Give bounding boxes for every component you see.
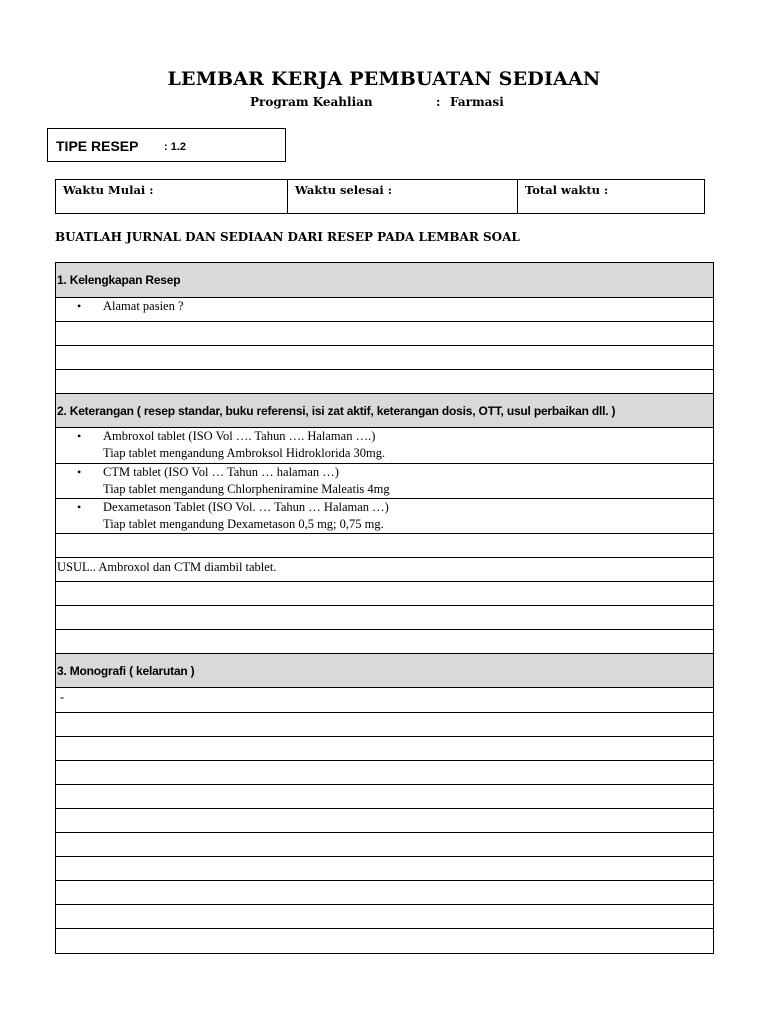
section2-item[interactable] (56, 428, 713, 464)
blank-row[interactable] (56, 534, 713, 558)
blank-row[interactable] (56, 929, 713, 953)
blank-row[interactable] (56, 737, 713, 761)
section1-heading: 1. Kelengkapan Resep (56, 263, 713, 298)
bullet-icon: • (77, 299, 82, 313)
monografi-row[interactable]: - (56, 688, 713, 713)
instruction-text: BUATLAH JURNAL DAN SEDIAAN DARI RESEP PADA LEMBAR SOAL (55, 230, 520, 244)
program-colon: : (436, 95, 441, 109)
item-detail: Tiap tablet mengandung Dexametason 0,5 mg; 0,75 mg. (103, 517, 384, 531)
blank-row[interactable] (56, 905, 713, 929)
blank-row[interactable] (56, 713, 713, 737)
tipe-resep-box (47, 128, 286, 162)
blank-row[interactable] (56, 857, 713, 881)
tipe-resep-label: TIPE RESEP (56, 138, 139, 154)
blank-row[interactable] (56, 761, 713, 785)
blank-row[interactable] (56, 606, 713, 630)
blank-row[interactable] (56, 809, 713, 833)
bullet-text: Alamat pasien ? (103, 299, 184, 313)
program-line (250, 95, 504, 109)
document-title: LEMBAR KERJA PEMBUATAN SEDIAAN (167, 68, 601, 90)
section2-item[interactable] (56, 464, 713, 499)
item-title: CTM tablet (ISO Vol … Tahun … halaman …) (103, 465, 339, 479)
blank-row[interactable] (56, 346, 713, 370)
blank-row[interactable] (56, 322, 713, 346)
waktu-mulai-cell[interactable]: Waktu Mulai : (56, 180, 288, 213)
bullet-icon: • (77, 500, 82, 514)
blank-row[interactable] (56, 370, 713, 394)
item-detail: Tiap tablet mengandung Chlorpheniramine Maleatis 4mg (103, 482, 390, 496)
total-waktu-cell[interactable]: Total waktu : (525, 183, 609, 197)
blank-row[interactable] (56, 833, 713, 857)
item-title: Ambroxol tablet (ISO Vol …. Tahun …. Halaman ….) (103, 429, 376, 443)
program-label: Program Keahlian (250, 95, 373, 109)
tipe-resep-value: : 1.2 (164, 141, 187, 153)
item-title: Dexametason Tablet (ISO Vol. … Tahun … Halaman …) (103, 500, 389, 514)
worksheet-table (55, 262, 714, 954)
blank-row[interactable] (56, 785, 713, 809)
section1-bullet-row[interactable] (56, 298, 713, 322)
waktu-selesai-cell[interactable]: Waktu selesai : (288, 180, 518, 213)
usul-row[interactable]: USUL.. Ambroxol dan CTM diambil tablet. (56, 558, 713, 582)
blank-row[interactable] (56, 582, 713, 606)
time-table (55, 179, 705, 214)
program-value: Farmasi (450, 95, 504, 109)
bullet-icon: • (77, 465, 82, 479)
section3-heading: 3. Monografi ( kelarutan ) (56, 654, 713, 688)
section2-heading: 2. Keterangan ( resep standar, buku referensi, isi zat aktif, keterangan dosis, OTT, usul perbaikan dll. ) (56, 394, 713, 428)
blank-row[interactable] (56, 630, 713, 654)
bullet-icon: • (77, 429, 82, 443)
blank-row[interactable] (56, 881, 713, 905)
section2-item[interactable] (56, 499, 713, 534)
item-detail: Tiap tablet mengandung Ambroksol Hidroklorida 30mg. (103, 446, 386, 460)
